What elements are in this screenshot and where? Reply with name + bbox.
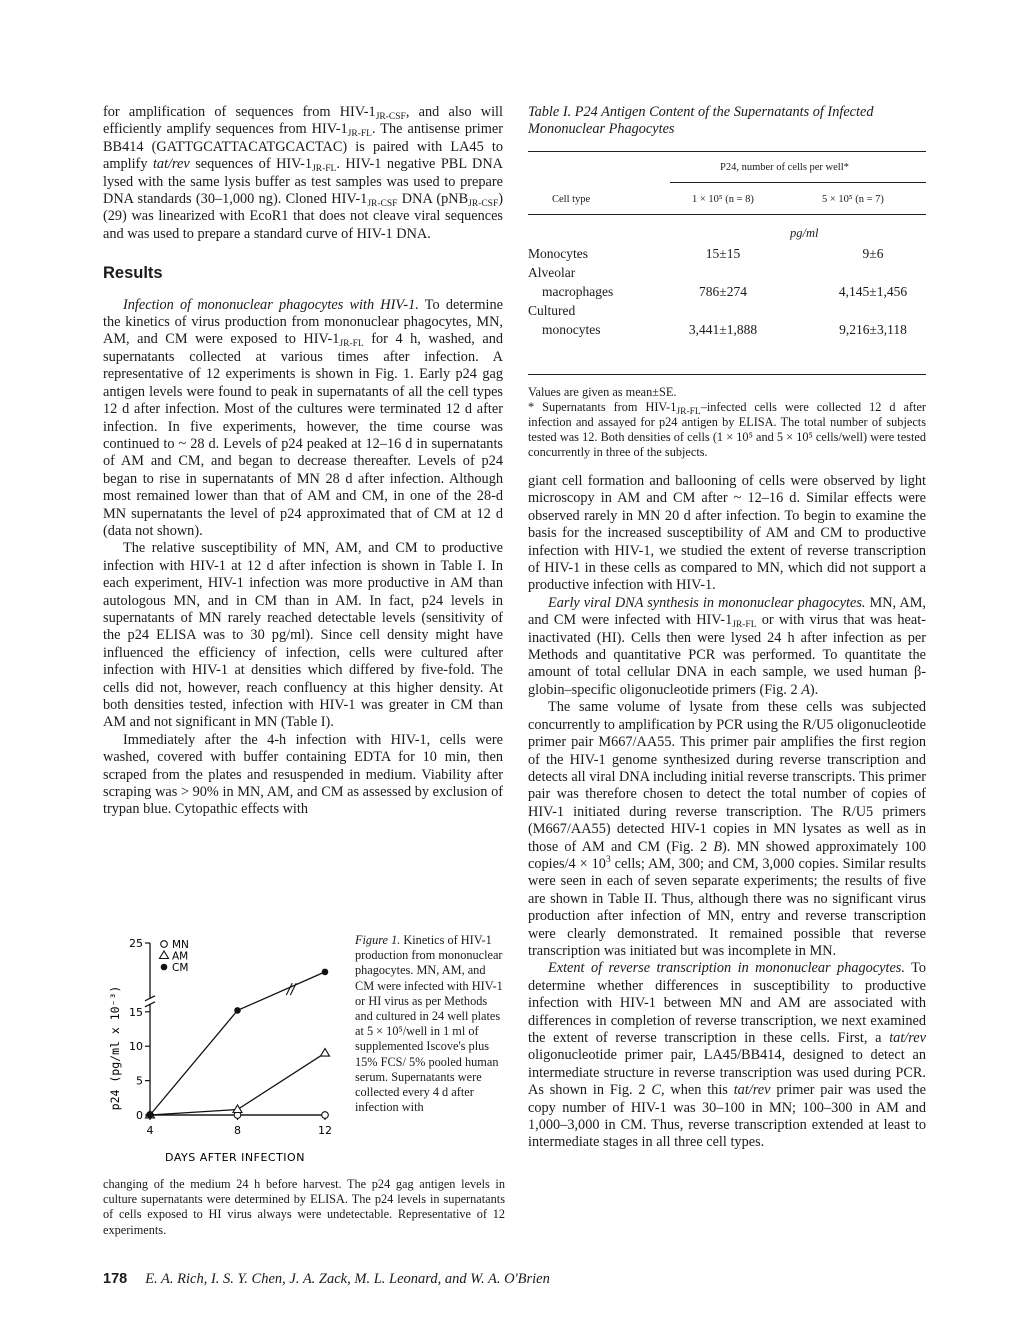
methods-paragraph: for amplification of sequences from HIV-$1_{JR-CSF}$, and also will efficiently amplify sequences from HIV-$1_{JR-FL}$. The antisense primer BB414 (GATTGCATTACATGCACTAC) is paired with LA45 to amplify tat/rev sequences of HIV-$1_{JR-FL}$. HIV-1 negative PBL DNA lysed with the same lysis buffer as test samples was used to prepare DNA standards (30–1,000 ng). Cloned HIV-$1_{JR-CSF}$ DNA (pNB$_{JR-CSF}$) (29) was linearized with EcoR1 that does not cleave viral sequences and was used to prepare a standard curve of HIV-1 DNA.: [103, 104, 503, 242]
legend-label: AM: [172, 950, 189, 963]
results-paragraph-2: The relative susceptibility of MN, AM, and CM to productive infection with HIV-1 at 12 d after infection is shown in Table I. In each experiment, HIV-1 infection was more productive in AM than autologous MN, and in CM than in AM. In fact, p24 levels in supernatants of MN rarely reached detectable levels (sensitivity of the p24 ELISA was to 30 pg/ml). Since cell density might have influenced the efficiency of infection, cells were cultured after infection with HIV-1 at densities which differed by five-fold. The cells did not, however, reach confluency at this higher density. At both densities tested, infection with HIV-1 was greater in CM than AM and not significant in MN (Table I).: [103, 540, 503, 731]
table-span-header: P24, number of cells per well*: [720, 161, 849, 173]
table-col-density-2: 5 × 10⁵ (n = 7): [822, 193, 884, 205]
table-cell-value: 786±274: [699, 283, 747, 299]
data-point-cm: [161, 964, 168, 971]
data-point-am: [321, 1049, 330, 1057]
figure-1-chart: [103, 930, 353, 1175]
chart-legend: [160, 939, 189, 974]
chart-x-axis-label: DAYS AFTER INFECTION: [165, 1151, 305, 1164]
data-point-am: [233, 1105, 242, 1113]
table-row-label: Cultured: [528, 302, 576, 318]
chart-y-axis-label: p24 (pg/ml x 10⁻³): [108, 985, 122, 1111]
x-tick-label: 4: [146, 1124, 154, 1137]
table-cell-value: 3,441±1,888: [688, 321, 758, 337]
data-point-mn: [161, 941, 168, 948]
y-tick-label: 10: [129, 1040, 143, 1054]
data-point-cm: [234, 1007, 241, 1014]
figure-1: [103, 930, 503, 1250]
y-tick-label: 5: [136, 1074, 143, 1088]
right-paragraph-1: giant cell formation and ballooning of cells were observed by light microscopy in AM and CM after ~ 12–16 d. Similar effects were observed rarely in MN 20 d after infection. To begin to examine the basis for the increased susceptibility of AM and CM to productive infection with HIV-1, we studied the extent of reverse transcription of HIV-1 in these cells as compared to MN, which did not support a productive infection with HIV-1.: [528, 473, 926, 594]
table-cell-value: 9,216±3,118: [839, 321, 907, 337]
running-authors: E. A. Rich, I. S. Y. Chen, J. A. Zack, M. L. Leonard, and W. A. O'Brien: [145, 1271, 550, 1287]
table-span-rule: [670, 182, 926, 183]
x-tick-label: 12: [318, 1124, 332, 1137]
table-col-density-1: 1 × 10⁵ (n = 8): [692, 193, 754, 205]
figure-caption-continued: changing of the medium 24 h before harvest. The p24 gag antigen levels in culture supernatants were determined by ELISA. The p24 levels in supernatants of cells exposed to HI virus always were undetectable. Representative of 12 experiments.: [103, 1177, 505, 1237]
table-cell-value: 15±15: [705, 245, 741, 261]
table-header-rule: [528, 214, 926, 215]
results-paragraph-3: Immediately after the 4-h infection with HIV-1, cells were washed, covered with buffer containing EDTA for 10 min, then scraped from the plates and resuspended in medium. Viability after scraping was > 90% in MN, AM, and CM as assessed by exclusion of trypan blue. Cytopathic effects with: [103, 731, 503, 818]
results-paragraph-1: Infection of mononuclear phagocytes with HIV-1. To determine the kinetics of virus production from mononuclear phagocytes, MN, AM, and CM were exposed to HIV-$1_{JR-FL}$ for 4 h, washed, and supernatants collected at various times after infection. A representative of 12 experiments is shown in Fig. 1. Early p24 gag antigen levels were found to peak in supernatants of all the cell types 12 d after infection. Most of the cultures were terminated 12 d after infection. In five experiments, however, the time course was continued to ~ 28 d. Levels of p24 peaked at 12–16 d in supernatants of AM and CM, and began to decrease thereafter. Levels of p24 began to rise in supernatants of MN 28 d after infection. Although most remained lower than that of AM and CM, in one of the 28-d MN supernatants the level of p24 approximated that of CM at 12 d (data not shown).: [103, 296, 503, 539]
right-column: [528, 473, 926, 1152]
y-tick-label: 15: [129, 1005, 143, 1019]
right-paragraph-4: Extent of reverse transcription in mononuclear phagocytes. To determine whether differences in susceptibility to productive infection with HIV-1 between MN and AM are associated with differences in completion of reverse transcription, we next examined the extent of reverse transcription in these cells. First, a tat/rev oligonucleotide primer pair, LA45/BB414, designed to detect an intermediate structure in reverse transcription was used during PCR. As shown in Fig. 2 C, when this tat/rev primer pair was used the copy number of HIV-1 was 30–100 in MN; 100–300 in AM and 1,000–3,000 in CM. Thus, reverse transcription extended at least to intermediate stages in all three cell types.: [528, 960, 927, 1151]
y-tick-label: 0: [136, 1109, 143, 1122]
table-row-label-cont: macrophages: [542, 283, 614, 299]
table-note-footnote: * Supernatants from HIV-$1_{JR-FL}$–infected cells were collected 12 d after infection and assayed for p24 antigen by ELISA. The total number of subjects tested was 12. Both densities of cells (1 × 10⁵ and 5 × 10⁵ cells/well) were tested concurrently in three of the subjects.: [528, 399, 926, 459]
table-cell-value: 9±6: [862, 245, 884, 261]
left-column: [103, 104, 503, 819]
chart-ticks: [129, 937, 332, 1137]
chart-series: [146, 969, 330, 1119]
series-line-cm: [150, 972, 325, 1115]
table-body: [528, 152, 926, 374]
table-1: [528, 104, 926, 460]
right-paragraph-2: Early viral DNA synthesis in mononuclear phagocytes. MN, AM, and CM were infected with HIV-$1_{JR-FL}$ or with virus that was heat-inactivated (HI). Cells then were lysed 24 h after infection as per Methods and quantitative PCR was performed. To quantitate the amount of total cellular DNA in each sample, we used human β-globin–specific oligonucleotide primers (Fig. 2 A).: [528, 594, 926, 698]
table-col-celltype: Cell type: [552, 193, 591, 205]
table-units: pg/ml: [790, 225, 819, 240]
table-notes: [528, 385, 926, 460]
data-point-am: [160, 951, 169, 959]
table-note-values: Values are given as mean±SE.: [528, 384, 677, 399]
table-bottom-rule: [528, 374, 926, 375]
figure-caption: Figure 1. Kinetics of HIV-1 production from mononuclear phagocytes. MN, AM, and CM were infected with HIV-1 or HI virus as per Methods and cultured in 24 well plates at 5 × 10⁵/well in 1 ml of supplemented Iscove's plus 15% FCS/ 5% pooled human serum. Supernatants were collected every 4 d after infection with: [355, 933, 503, 1115]
results-heading: Results: [103, 264, 163, 283]
right-paragraph-3: The same volume of lysate from these cells was subjected concurrently to amplification by PCR using the R/U5 oligonucleotide primer pair M667/AA55. This primer pair amplifies the first region of the HIV-1 genome synthesized during reverse transcription and detects all viral DNA including initial reverse transcripts. This primer pair was therefore chosen to detect the total number of copies of HIV-1 initiated during reverse transcription. The R/U5 primers (M667/AA55) detected HIV-1 copies in MN lysates as well as in those of AM and CM (Fig. 2 B). MN showed approximately 100 copies/4 × $10^3$ cells; AM, 300; and CM, 3,000 copies. Similar results were seen in each of seven separate experiments; the results of five are shown in Table II. Thus, although there was no significant virus production after infection of MN, entry and reverse transcription were clearly demonstrated. It remained possible that reverse transcription was initiated but was incomplete in MN.: [528, 699, 927, 959]
table-row-label: Alveolar: [528, 264, 576, 280]
y-tick-label: 25: [129, 937, 143, 950]
legend-label: CM: [172, 962, 189, 974]
table-row-label: Monocytes: [528, 245, 588, 261]
x-tick-label: 8: [234, 1124, 241, 1137]
page-footer: [103, 1271, 550, 1288]
data-point-cm: [322, 969, 329, 976]
legend-label: MN: [172, 939, 189, 951]
table-row-label-cont: monocytes: [542, 321, 601, 337]
data-point-cm: [147, 1112, 154, 1119]
table-cell-value: 4,145±1,456: [838, 283, 908, 299]
data-point-mn: [322, 1112, 329, 1119]
page-number: 178: [103, 1271, 128, 1287]
table-caption: Table I. P24 Antigen Content of the Supernatants of Infected Mononuclear Phagocytes: [528, 104, 874, 138]
